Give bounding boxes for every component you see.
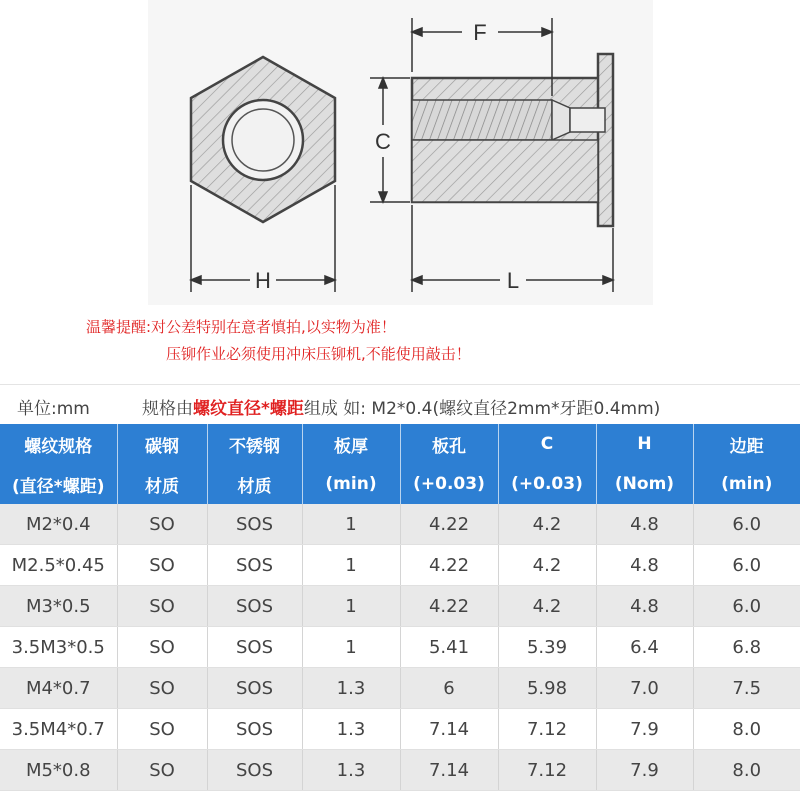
cell-h-value: 7.9 xyxy=(596,750,693,791)
unit-label: 单位:mm xyxy=(17,399,90,419)
header-edge-distance-sub: (min) xyxy=(693,464,800,504)
header-row-2 xyxy=(0,464,800,504)
cell-h-value: 4.8 xyxy=(596,586,693,627)
cell-c-value: 4.2 xyxy=(498,586,596,627)
cell-thread-spec: M3*0.5 xyxy=(0,586,117,627)
cell-carbon-steel: SO xyxy=(117,586,207,627)
cell-c-value: 4.2 xyxy=(498,545,596,586)
cell-carbon-steel: SO xyxy=(117,545,207,586)
cell-sheet-hole: 4.22 xyxy=(400,586,498,627)
cell-sheet-hole: 4.22 xyxy=(400,545,498,586)
cell-sheet-hole: 7.14 xyxy=(400,709,498,750)
cell-sheet-thickness: 1.3 xyxy=(302,750,400,791)
note-tolerance: 温馨提醒:对公差特别在意者慎拍,以实物为准！ xyxy=(86,318,396,336)
cell-sheet-hole: 6 xyxy=(400,668,498,709)
dimension-f-label: F xyxy=(473,20,487,45)
cell-sheet-thickness: 1 xyxy=(302,545,400,586)
table-row xyxy=(0,504,800,545)
cell-thread-spec: M2.5*0.45 xyxy=(0,545,117,586)
cell-thread-spec: M5*0.8 xyxy=(0,750,117,791)
header-edge-distance: 边距 xyxy=(693,424,800,464)
cell-carbon-steel: SO xyxy=(117,627,207,668)
technical-drawing xyxy=(0,0,800,310)
cell-c-value: 5.98 xyxy=(498,668,596,709)
header-h-sub: (Nom) xyxy=(596,464,693,504)
cell-carbon-steel: SO xyxy=(117,504,207,545)
header-sheet-thickness: 板厚 xyxy=(302,424,400,464)
header-carbon-steel: 碳钢 xyxy=(117,424,207,464)
header-sheet-hole-sub: (+0.03) xyxy=(400,464,498,504)
cell-h-value: 4.8 xyxy=(596,545,693,586)
cell-sheet-thickness: 1 xyxy=(302,586,400,627)
header-row-1 xyxy=(0,424,800,464)
cell-stainless-steel: SOS xyxy=(207,504,302,545)
cell-carbon-steel: SO xyxy=(117,750,207,791)
cell-sheet-thickness: 1.3 xyxy=(302,709,400,750)
cell-edge-distance: 8.0 xyxy=(693,750,800,791)
cell-edge-distance: 8.0 xyxy=(693,709,800,750)
cell-stainless-steel: SOS xyxy=(207,586,302,627)
cell-c-value: 7.12 xyxy=(498,750,596,791)
cell-c-value: 4.2 xyxy=(498,504,596,545)
cell-thread-spec: 3.5M3*0.5 xyxy=(0,627,117,668)
unit-spec-line xyxy=(0,384,800,425)
cell-c-value: 5.39 xyxy=(498,627,596,668)
cell-h-value: 7.9 xyxy=(596,709,693,750)
cell-sheet-hole: 7.14 xyxy=(400,750,498,791)
table-row xyxy=(0,668,800,709)
header-c: C xyxy=(498,424,596,464)
side-section-view xyxy=(412,54,613,226)
cell-edge-distance: 6.8 xyxy=(693,627,800,668)
cell-h-value: 6.4 xyxy=(596,627,693,668)
cell-stainless-steel: SOS xyxy=(207,545,302,586)
spec-description xyxy=(142,394,660,419)
cell-sheet-hole: 4.22 xyxy=(400,504,498,545)
note-press-machine: 压铆作业必须使用冲床压铆机,不能使用敲击！ xyxy=(166,345,471,363)
table-row xyxy=(0,545,800,586)
table-header xyxy=(0,424,800,504)
table-row xyxy=(0,627,800,668)
cell-stainless-steel: SOS xyxy=(207,627,302,668)
table-body xyxy=(0,504,800,791)
cell-stainless-steel: SOS xyxy=(207,668,302,709)
header-carbon-steel-sub: 材质 xyxy=(117,464,207,504)
cell-thread-spec: M4*0.7 xyxy=(0,668,117,709)
cell-carbon-steel: SO xyxy=(117,709,207,750)
spec-table xyxy=(0,424,800,791)
cell-edge-distance: 6.0 xyxy=(693,545,800,586)
cell-edge-distance: 6.0 xyxy=(693,504,800,545)
cell-h-value: 4.8 xyxy=(596,504,693,545)
cell-stainless-steel: SOS xyxy=(207,750,302,791)
cell-thread-spec: 3.5M4*0.7 xyxy=(0,709,117,750)
dimension-h-label: H xyxy=(255,268,271,293)
cell-sheet-thickness: 1.3 xyxy=(302,668,400,709)
spec-highlight: 螺纹直径*螺距 xyxy=(193,399,304,419)
cell-h-value: 7.0 xyxy=(596,668,693,709)
header-stainless-steel-sub: 材质 xyxy=(207,464,302,504)
header-sheet-hole: 板孔 xyxy=(400,424,498,464)
table-row xyxy=(0,586,800,627)
cell-thread-spec: M2*0.4 xyxy=(0,504,117,545)
dimension-l-label: L xyxy=(506,268,520,293)
cell-c-value: 7.12 xyxy=(498,709,596,750)
cell-sheet-hole: 5.41 xyxy=(400,627,498,668)
header-thread-spec: 螺纹规格 xyxy=(0,424,117,464)
cell-edge-distance: 6.0 xyxy=(693,586,800,627)
cell-sheet-thickness: 1 xyxy=(302,504,400,545)
cell-sheet-thickness: 1 xyxy=(302,627,400,668)
cell-carbon-steel: SO xyxy=(117,668,207,709)
spec-prefix: 规格由 xyxy=(142,399,193,419)
header-c-sub: (+0.03) xyxy=(498,464,596,504)
header-sheet-thickness-sub: (min) xyxy=(302,464,400,504)
cell-stainless-steel: SOS xyxy=(207,709,302,750)
header-thread-spec-sub: (直径*螺距) xyxy=(0,464,117,504)
spec-suffix: 组成 如: M2*0.4(螺纹直径2mm*牙距0.4mm) xyxy=(303,399,661,419)
dimension-c-label: C xyxy=(375,129,391,154)
table-row xyxy=(0,750,800,791)
cell-edge-distance: 7.5 xyxy=(693,668,800,709)
table-row xyxy=(0,709,800,750)
header-stainless-steel: 不锈钢 xyxy=(207,424,302,464)
header-h: H xyxy=(596,424,693,464)
